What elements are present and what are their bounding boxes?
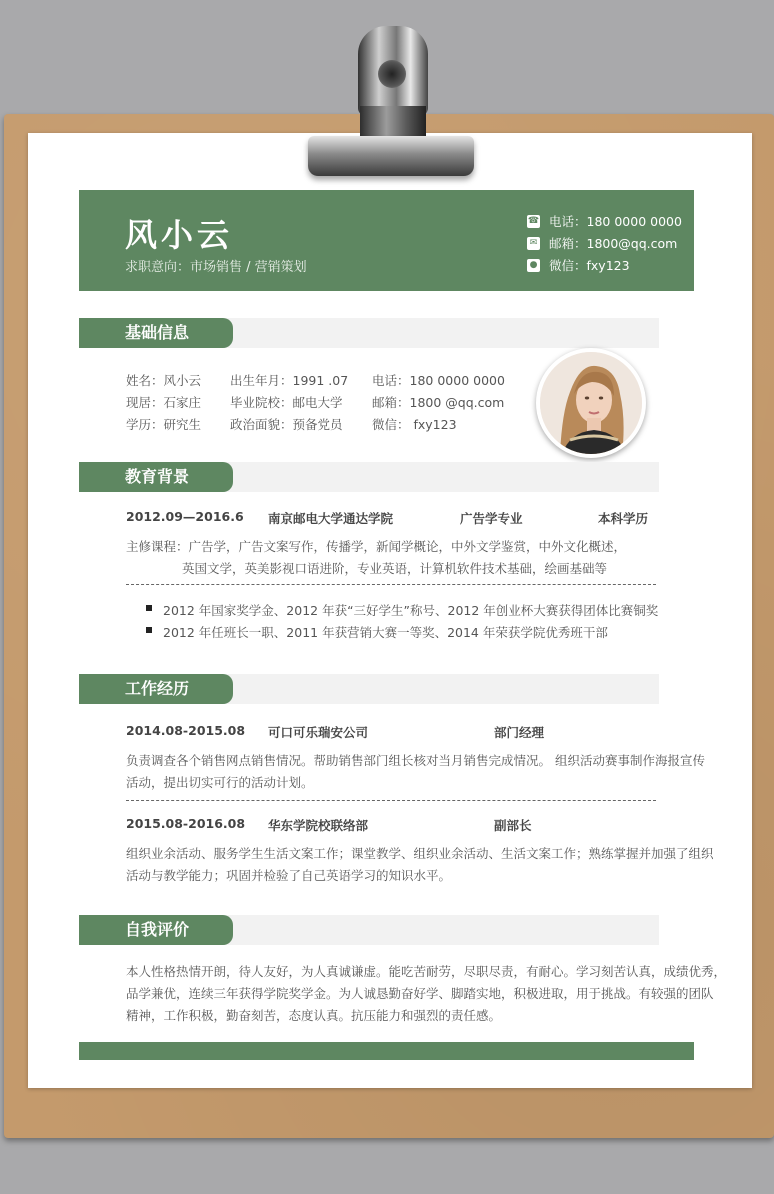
job-role: 副部长 bbox=[494, 818, 532, 833]
section-title-work: 工作经历 bbox=[79, 674, 233, 704]
info-birth: 出生年月：1991 .07 bbox=[230, 373, 349, 388]
self-eval-line: 本人性格热情开朗，待人友好，为人真诚谦虚。能吃苦耐劳，尽职尽责，有耐心。学习刻苦认真，成绩优秀， bbox=[126, 964, 727, 979]
section-education bbox=[79, 462, 659, 492]
edu-school: 南京邮电大学通达学院 bbox=[268, 511, 394, 526]
info-politics: 政治面貌：预备党员 bbox=[230, 417, 343, 432]
info-name: 姓名：风小云 bbox=[126, 373, 202, 388]
avatar bbox=[536, 348, 646, 458]
info-wechat: 微信： fxy123 bbox=[372, 417, 457, 432]
info-school: 毕业院校：邮电大学 bbox=[230, 395, 343, 410]
edu-major: 广告学专业 bbox=[460, 511, 523, 526]
bullet-icon bbox=[146, 605, 152, 611]
binder-clip bbox=[300, 26, 476, 176]
job-role: 部门经理 bbox=[494, 725, 545, 740]
section-basic-info bbox=[79, 318, 659, 348]
info-education: 学历：研究生 bbox=[126, 417, 202, 432]
edu-courses-line2: 英国文学，英美影视口语进阶，专业英语，计算机软件技术基础，绘画基础等 bbox=[182, 561, 608, 576]
job-period: 2014.08-2015.08 bbox=[126, 723, 246, 738]
job-desc-line1: 负责调查各个销售网点销售情况。帮助销售部门组长核对当月销售完成情况。 组织活动赛事制作海报宣传 bbox=[126, 753, 705, 768]
header-phone: 电话：180 0000 0000 bbox=[549, 214, 682, 229]
resume-header bbox=[79, 190, 694, 291]
header-wechat: 微信：fxy123 bbox=[549, 258, 630, 273]
job-period: 2015.08-2016.08 bbox=[126, 816, 246, 831]
job-desc-line2: 活动，提出切实可行的活动计划。 bbox=[126, 775, 314, 790]
edu-period: 2012.09—2016.6 bbox=[126, 509, 244, 524]
phone-icon: ☎ bbox=[527, 215, 540, 226]
info-residence: 现居：石家庄 bbox=[126, 395, 202, 410]
footer-bar bbox=[79, 1042, 694, 1060]
wechat-icon: ● bbox=[527, 259, 540, 272]
mail-icon: ✉ bbox=[527, 237, 540, 250]
award-item: 2012 年国家奖学金、2012 年获“三好学生”称号、2012 年创业杯大赛获得团体比赛铜奖 bbox=[163, 603, 659, 618]
header-email: 邮箱：1800@qq.com bbox=[549, 236, 678, 251]
divider bbox=[126, 800, 656, 801]
section-work bbox=[79, 674, 659, 704]
edu-courses-line1: 主修课程：广告学，广告文案写作，传播学，新闻学概论，中外文学鉴赏，中外文化概述， bbox=[126, 539, 627, 554]
job-intent: 求职意向：市场销售 / 营销策划 bbox=[125, 260, 307, 275]
info-email: 邮箱：1800 @qq.com bbox=[372, 395, 505, 410]
award-item: 2012 年任班长一职、2011 年获营销大赛一等奖、2014 年荣获学院优秀班干部 bbox=[163, 625, 608, 640]
job-desc-line1: 组织业余活动、服务学生生活文案工作；课堂教学、组织业余活动、生活文案工作；熟练掌握并加强了组织 bbox=[126, 846, 714, 861]
section-title-education: 教育背景 bbox=[79, 462, 233, 492]
self-eval-line: 精神，工作积极，勤奋刻苦，态度认真。抗压能力和强烈的责任感。 bbox=[126, 1008, 502, 1023]
job-company: 可口可乐瑞安公司 bbox=[268, 725, 369, 740]
job-company: 华东学院校联络部 bbox=[268, 818, 369, 833]
self-eval-line: 品学兼优，连续三年获得学院奖学金。为人诚恳勤奋好学、脚踏实地，积极进取，用于挑战。有较强的团队 bbox=[126, 986, 714, 1001]
job-desc-line2: 活动与教学能力；巩固并检验了自己英语学习的知识水平。 bbox=[126, 868, 452, 883]
info-phone: 电话：180 0000 0000 bbox=[372, 373, 505, 388]
bullet-icon bbox=[146, 627, 152, 633]
section-title-basic: 基础信息 bbox=[79, 318, 233, 348]
section-title-self: 自我评价 bbox=[79, 915, 233, 945]
divider bbox=[126, 584, 656, 585]
candidate-name: 风小云 bbox=[125, 216, 234, 254]
section-self-evaluation bbox=[79, 915, 659, 945]
edu-degree: 本科学历 bbox=[598, 511, 649, 526]
header-contacts bbox=[527, 210, 682, 276]
